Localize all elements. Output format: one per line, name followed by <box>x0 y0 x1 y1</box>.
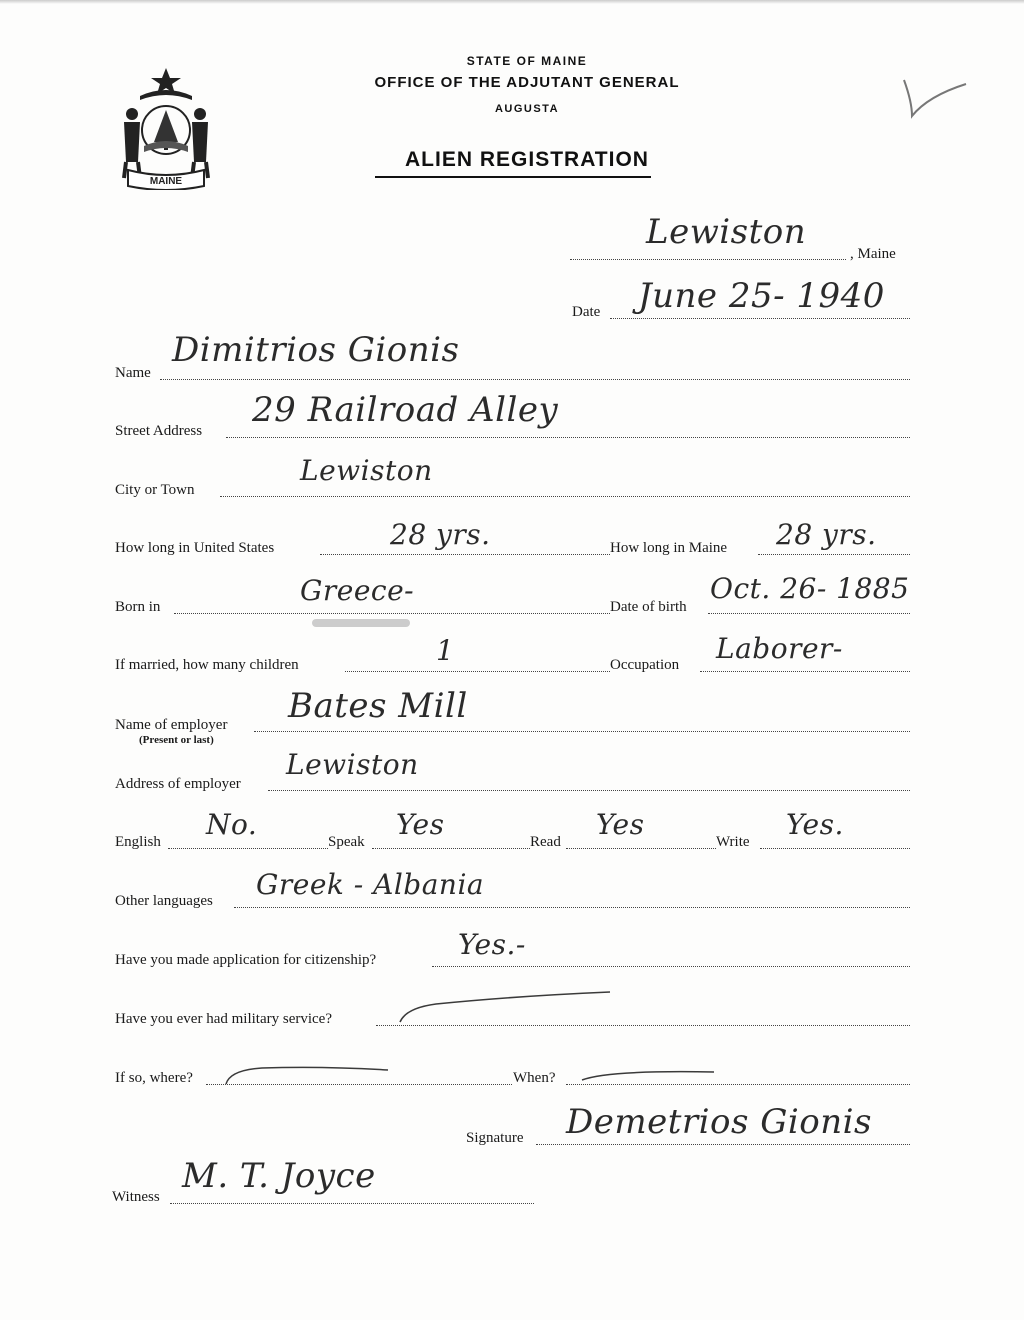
street-line <box>226 437 910 438</box>
city-label: City or Town <box>115 482 195 498</box>
header-state: STATE OF MAINE <box>466 54 588 68</box>
when-line <box>566 1084 910 1085</box>
check-mark-icon <box>898 76 970 122</box>
other-languages-line <box>234 907 910 908</box>
citizenship-line <box>432 966 910 967</box>
speak-value: Yes <box>396 808 445 841</box>
employer-address-line <box>268 790 910 791</box>
citizenship-value: Yes.- <box>458 928 526 961</box>
place-value: Lewiston <box>646 212 807 252</box>
children-line <box>345 671 610 672</box>
speak-label: Speak <box>328 834 365 850</box>
when-dash-mark <box>578 1064 718 1084</box>
where-label: If so, where? <box>115 1070 193 1086</box>
scan-edge <box>0 0 1024 4</box>
write-label: Write <box>716 834 750 850</box>
read-label: Read <box>530 834 561 850</box>
born-value: Greece- <box>300 574 415 607</box>
years-maine-value: 28 yrs. <box>776 518 877 551</box>
english-line <box>168 848 328 849</box>
signature-value: Demetrios Gionis <box>566 1102 872 1142</box>
years-maine-line <box>758 554 910 555</box>
citizenship-label: Have you made application for citizenship? <box>115 952 377 968</box>
when-label: When? <box>513 1070 556 1086</box>
street-value: 29 Railroad Alley <box>252 390 559 430</box>
write-value: Yes. <box>786 808 844 841</box>
employer-line <box>254 731 910 732</box>
employer-address-value: Lewiston <box>286 748 419 781</box>
title-underline <box>375 176 651 178</box>
name-label: Name <box>115 365 151 381</box>
city-value: Lewiston <box>300 454 433 487</box>
witness-line <box>170 1203 534 1204</box>
born-label: Born in <box>115 599 161 615</box>
occupation-line <box>700 671 910 672</box>
dob-label: Date of birth <box>610 599 687 615</box>
street-label: Street Address <box>115 423 203 439</box>
english-value: No. <box>206 808 258 841</box>
ink-smudge <box>312 619 410 627</box>
dob-value: Oct. 26- 1885 <box>710 572 910 605</box>
years-us-line <box>320 554 610 555</box>
date-label: Date <box>572 304 601 320</box>
header-office: OFFICE OF THE ADJUTANT GENERAL <box>374 74 680 91</box>
born-line <box>174 613 610 614</box>
years-maine-label: How long in Maine <box>610 540 728 556</box>
signature-label: Signature <box>466 1130 524 1146</box>
svg-text:MAINE: MAINE <box>149 176 183 187</box>
occupation-value: Laborer- <box>716 632 843 665</box>
date-value: June 25- 1940 <box>638 276 885 316</box>
city-line <box>220 496 910 497</box>
signature-line <box>536 1144 910 1145</box>
witness-value: M. T. Joyce <box>182 1156 376 1196</box>
header-city: AUGUSTA <box>494 103 560 115</box>
years-us-label: How long in United States <box>115 540 275 556</box>
name-line <box>160 379 910 380</box>
employer-address-label: Address of employer <box>115 776 241 792</box>
employer-value: Bates Mill <box>288 686 468 726</box>
employer-sublabel: (Present or last) <box>139 734 214 746</box>
read-value: Yes <box>596 808 645 841</box>
place-line <box>570 259 846 260</box>
name-value: Dimitrios Gionis <box>172 330 460 370</box>
years-us-value: 28 yrs. <box>390 518 491 551</box>
dob-line <box>708 613 910 614</box>
page-title: ALIEN REGISTRATION <box>405 148 649 171</box>
read-line <box>566 848 716 849</box>
write-line <box>760 848 910 849</box>
children-label: If married, how many children <box>115 657 299 673</box>
other-languages-label: Other languages <box>115 893 213 909</box>
children-value: 1 <box>436 634 455 667</box>
other-languages-value: Greek - Albania <box>256 868 485 901</box>
military-label: Have you ever had military service? <box>115 1011 332 1027</box>
occupation-label: Occupation <box>610 657 680 673</box>
where-dash-mark <box>222 1062 392 1086</box>
english-label: English <box>115 834 161 850</box>
date-line <box>610 318 910 319</box>
military-dash-mark <box>396 990 616 1026</box>
speak-line <box>372 848 530 849</box>
employer-label: Name of employer <box>115 717 228 733</box>
witness-label: Witness <box>112 1189 160 1205</box>
place-suffix: , Maine <box>850 246 896 262</box>
